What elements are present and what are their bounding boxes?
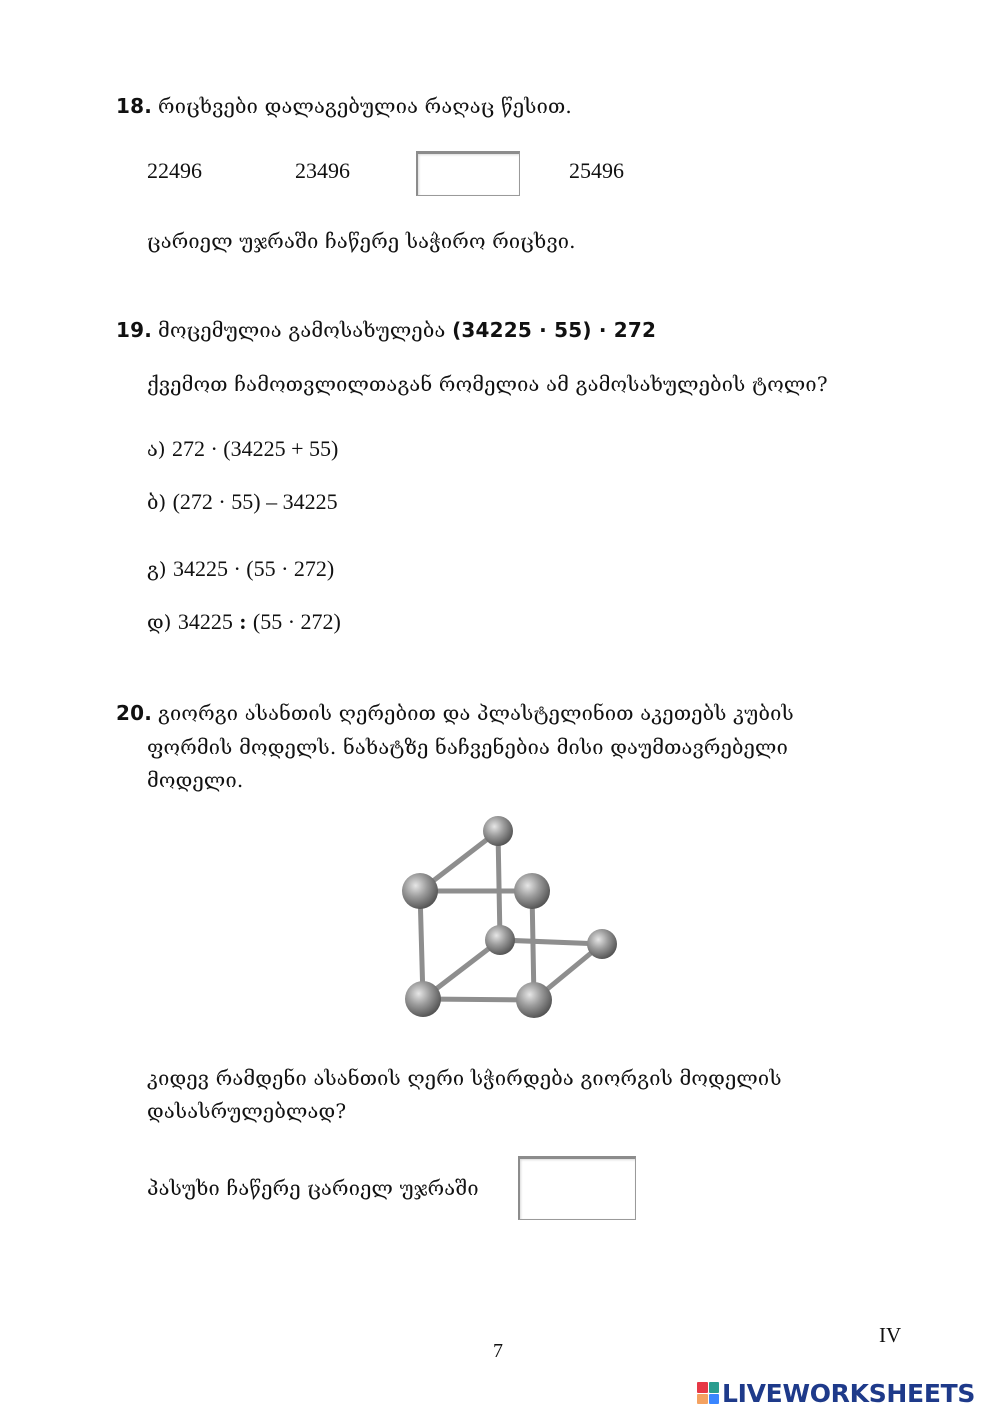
- liveworksheets-logo-icon: [697, 1382, 719, 1404]
- plasticine-ball: [483, 816, 513, 846]
- option-d-operator: :: [239, 609, 247, 634]
- logo-square: [697, 1382, 708, 1393]
- question-20-line-1: [116, 701, 794, 725]
- question-18-text: რიცხვები დალაგებულია რაღაც წესით.: [158, 94, 572, 118]
- question-20-answer-box[interactable]: [518, 1156, 636, 1220]
- option-c[interactable]: [147, 556, 334, 582]
- question-20-number: 20.: [116, 701, 153, 725]
- question-18-instruction: ცარიელ უჯრაში ჩაწერე საჭირო რიცხვი.: [147, 229, 576, 253]
- option-c-expression: 34225 · (55 · 272): [172, 556, 335, 581]
- option-b-letter: ბ): [147, 490, 167, 514]
- question-18-number: 18.: [116, 94, 153, 118]
- question-20-answer-label: პასუხი ჩაწერე ცარიელ უჯრაში: [147, 1176, 479, 1200]
- option-a-letter: ა): [147, 437, 166, 461]
- page-number: 7: [493, 1340, 503, 1362]
- sequence-answer-box[interactable]: [416, 151, 520, 196]
- question-20-text-1: გიორგი ასანთის ღერებით და პლასტელინით აკეთებს კუბის: [158, 701, 794, 725]
- option-d-expression-a: 34225: [177, 609, 233, 634]
- plasticine-ball: [516, 982, 552, 1018]
- question-19-expression: (34225 · 55) · 272: [452, 318, 657, 342]
- plasticine-ball: [485, 925, 515, 955]
- question-20-question-2: დასასრულებლად?: [147, 1099, 347, 1123]
- matchsticks: [420, 831, 602, 1000]
- question-18-heading: [116, 94, 572, 118]
- plasticine-ball: [402, 873, 438, 909]
- option-b[interactable]: [147, 489, 338, 515]
- option-d-letter: დ): [147, 610, 172, 634]
- option-c-letter: გ): [147, 557, 167, 581]
- plasticine-ball: [405, 981, 441, 1017]
- option-a[interactable]: [147, 436, 338, 462]
- plasticine-balls: [402, 816, 617, 1018]
- question-19-heading: [116, 318, 656, 342]
- sequence-value-4: 25496: [569, 158, 624, 183]
- question-19-text: მოცემულია გამოსახულება: [158, 318, 446, 342]
- plasticine-ball: [514, 873, 550, 909]
- logo-square: [709, 1394, 720, 1405]
- sequence-value-2: 23496: [295, 158, 350, 183]
- matchstick: [500, 940, 602, 944]
- question-20-text-3: მოდელი.: [147, 768, 244, 792]
- sequence-value-1: 22496: [147, 158, 202, 183]
- option-a-expression: 272 · (34225 + 55): [171, 436, 339, 461]
- plasticine-ball: [587, 929, 617, 959]
- logo-square: [709, 1382, 720, 1393]
- question-19-number: 19.: [116, 318, 153, 342]
- liveworksheets-brand[interactable]: [697, 1376, 975, 1410]
- question-19-question: ქვემოთ ჩამოთვლილთაგან რომელია ამ გამოსახულების ტოლი?: [147, 372, 828, 396]
- liveworksheets-wordmark: LIVEWORKSHEETS: [722, 1378, 976, 1408]
- option-d[interactable]: [147, 609, 341, 635]
- logo-square: [697, 1394, 708, 1405]
- question-20-text-2: ფორმის მოდელს. ნახატზე ნაჩვენებია მისი დაუმთავრებელი: [147, 735, 788, 759]
- option-d-expression-b: (55 · 272): [252, 609, 341, 634]
- matchstick: [498, 831, 500, 940]
- section-roman-numeral: IV: [879, 1323, 902, 1347]
- matchstick-model-figure: [380, 805, 640, 1035]
- option-b-expression: (272 · 55) – 34225: [172, 489, 338, 514]
- question-20-question-1: კიდევ რამდენი ასანთის ღერი სჭირდება გიორგის მოდელის: [147, 1066, 782, 1090]
